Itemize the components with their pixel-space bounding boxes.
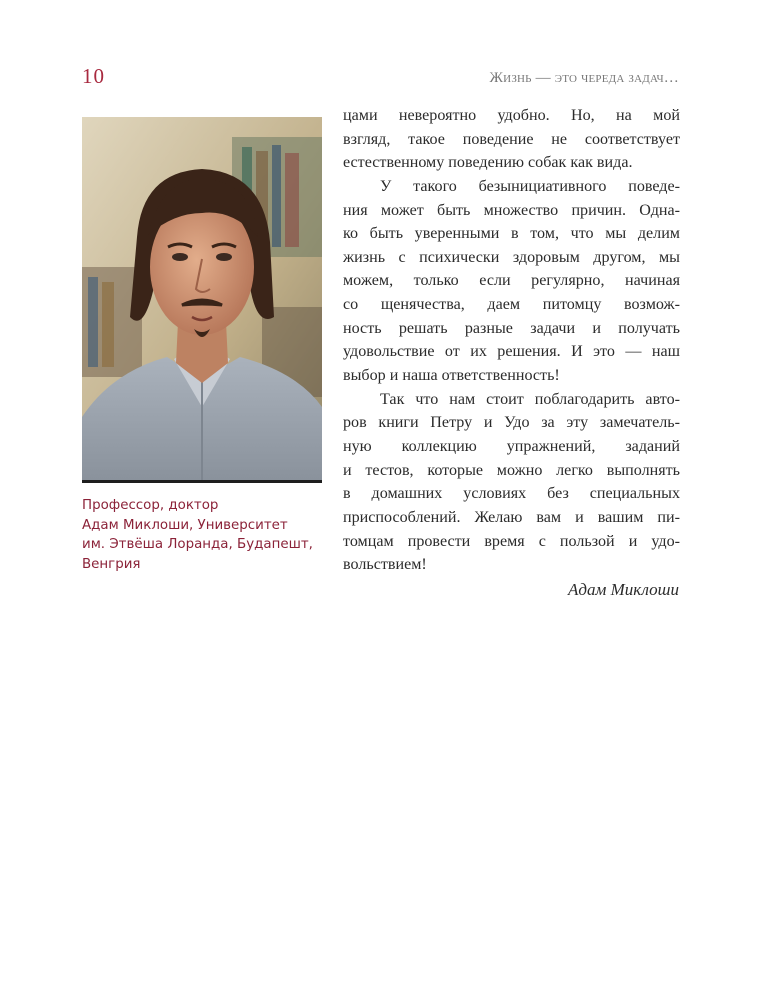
running-head: Жизнь — это череда задач… <box>489 70 679 86</box>
text-line: ную коллекцию упражнений, заданий <box>343 437 680 455</box>
text-line: в домашних условиях без специальных <box>343 485 680 503</box>
text-line: удовольствие от их решения. И это — наш <box>343 343 680 361</box>
caption-line: Венгрия <box>82 556 141 572</box>
page-number: 10 <box>82 64 105 88</box>
text-line: ния может быть множество причин. Одна- <box>343 201 680 219</box>
body-text <box>343 104 680 602</box>
text-line: естественному поведению собак как вида. <box>343 154 633 172</box>
photo-rule <box>82 480 322 483</box>
text-line: и тестов, которые можно легко выполнять <box>343 461 680 479</box>
text-line: приспособлений. Желаю вам и вашим пи- <box>343 508 680 526</box>
text-line: ность решать разные задачи и получать <box>343 319 680 337</box>
caption-line: Адам Миклоши, Университет <box>82 517 288 533</box>
text-line: можем, только если регулярно, начиная <box>343 272 680 290</box>
text-line: Так что нам стоит поблагодарить авто- <box>380 390 680 408</box>
text-line: цами невероятно удобно. Но, на мой <box>343 107 680 124</box>
text-line: жизнь с психически здоровым другом, мы <box>343 248 680 266</box>
photo-caption <box>82 496 322 574</box>
text-line: со щенячества, даем питомцу возмож- <box>343 296 680 314</box>
caption-line: Профессор, доктор <box>82 498 219 513</box>
text-line: У такого безынициативного поведе- <box>380 177 680 195</box>
signature: Адам Миклоши <box>568 579 679 599</box>
text-line: томцам провести время с пользой и удо- <box>343 532 680 550</box>
text-line: вольствием! <box>343 556 427 574</box>
text-line: ко быть уверенными в том, что мы делим <box>343 225 680 243</box>
portrait-photo <box>82 117 322 480</box>
text-line: выбор и наша ответственность! <box>343 367 560 385</box>
portrait-photo-icon <box>82 117 322 480</box>
text-line: взгляд, такое поведение не соответствует <box>343 130 680 148</box>
text-line: ров книги Петру и Удо за эту замечатель- <box>343 414 680 432</box>
caption-line: им. Этвёша Лоранда, Будапешт, <box>82 537 313 552</box>
